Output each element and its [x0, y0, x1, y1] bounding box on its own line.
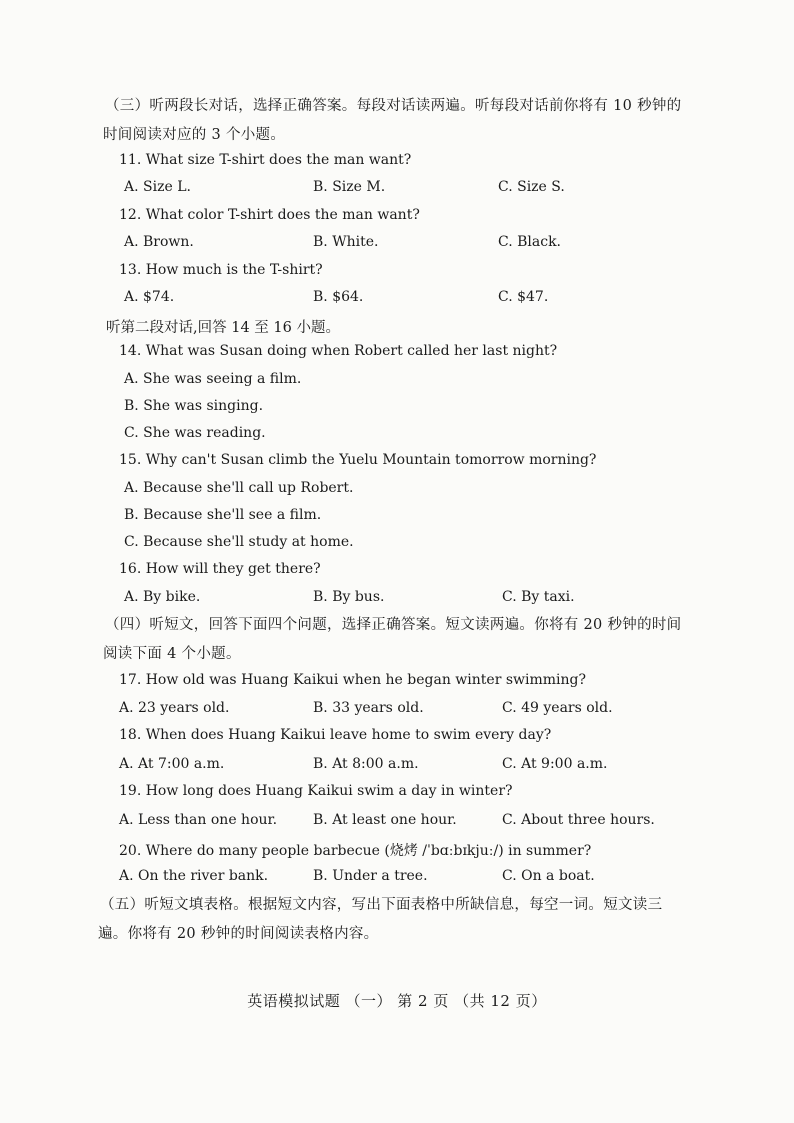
- dialog-2-note: 听第二段对话,回答 14 至 16 小题。: [106, 320, 340, 336]
- question-14-option-b: B. She was singing.: [124, 398, 264, 414]
- option-c: C. Black.: [498, 234, 561, 250]
- question-16: 16. How will they get there?: [119, 561, 321, 577]
- section-4-intro-line-2: 阅读下面 4 个小题。: [103, 646, 241, 662]
- section-5-intro-line-1: （五）听短文填表格。根据短文内容，写出下面表格中所缺信息，每空一词。短文读三: [100, 897, 663, 913]
- option-b: B. Size M.: [313, 179, 386, 195]
- section-3-intro: [105, 92, 705, 150]
- option-c: C. $47.: [498, 289, 549, 305]
- option-c: C. By taxi.: [502, 589, 575, 605]
- page-footer: 英语模拟试题 （一） 第 2 页 （共 12 页）: [247, 992, 547, 1010]
- section-4-intro: [105, 611, 705, 669]
- option-b: B. Under a tree.: [313, 868, 428, 884]
- question-12: 12. What color T-shirt does the man want?: [119, 207, 420, 223]
- question-13: 13. How much is the T-shirt?: [119, 262, 323, 278]
- section-3-intro-line-1: （三）听两段长对话，选择正确答案。每段对话读两遍。听每段对话前你将有 10 秒钟的: [105, 98, 682, 114]
- option-c: C. Size S.: [498, 179, 565, 195]
- question-18-options: [0, 756, 794, 776]
- option-b: B. White.: [313, 234, 379, 250]
- option-c: C. About three hours.: [502, 812, 655, 828]
- question-15-option-c: C. Because she'll study at home.: [124, 534, 354, 550]
- section-5-intro-line-2: 遍。你将有 20 秒钟的时间阅读表格内容。: [98, 926, 379, 942]
- option-a: A. $74.: [124, 289, 175, 305]
- question-20: 20. Where do many people barbecue (烧烤 /ˈbɑːbɪkjuː/) in summer?: [119, 843, 592, 859]
- option-a: A. Size L.: [124, 179, 191, 195]
- option-c: C. 49 years old.: [502, 700, 613, 716]
- question-18: 18. When does Huang Kaikui leave home to swim every day?: [119, 727, 552, 743]
- option-b: B. By bus.: [313, 589, 385, 605]
- option-c: C. At 9:00 a.m.: [502, 756, 608, 772]
- option-a: A. At 7:00 a.m.: [119, 756, 225, 772]
- option-a: A. By bike.: [124, 589, 201, 605]
- question-19-options: [0, 812, 794, 832]
- question-14-option-c: C. She was reading.: [124, 425, 266, 441]
- section-3-intro-line-2: 时间阅读对应的 3 个小题。: [103, 127, 286, 143]
- option-a: A. 23 years old.: [119, 700, 230, 716]
- question-19: 19. How long does Huang Kaikui swim a day in winter?: [119, 783, 513, 799]
- option-a: A. On the river bank.: [119, 868, 269, 884]
- question-12-options: [0, 234, 794, 254]
- section-4-intro-line-1: （四）听短文，回答下面四个问题，选择正确答案。短文读两遍。你将有 20 秒钟的时间: [105, 617, 682, 633]
- question-17-options: [0, 700, 794, 720]
- question-15-option-b: B. Because she'll see a film.: [124, 507, 322, 523]
- question-11: 11. What size T-shirt does the man want?: [119, 152, 412, 168]
- question-14-option-a: A. She was seeing a film.: [124, 371, 302, 387]
- question-16-options: [0, 589, 794, 609]
- option-b: B. At 8:00 a.m.: [313, 756, 419, 772]
- question-20-options: [0, 868, 794, 888]
- section-5-intro: [100, 891, 700, 949]
- question-13-options: [0, 289, 794, 309]
- option-b: B. $64.: [313, 289, 364, 305]
- option-b: B. At least one hour.: [313, 812, 457, 828]
- question-11-options: [0, 179, 794, 199]
- option-a: A. Brown.: [124, 234, 194, 250]
- option-a: A. Less than one hour.: [119, 812, 278, 828]
- question-14: 14. What was Susan doing when Robert called her last night?: [119, 343, 558, 359]
- option-c: C. On a boat.: [502, 868, 595, 884]
- question-17: 17. How old was Huang Kaikui when he began winter swimming?: [119, 672, 586, 688]
- option-b: B. 33 years old.: [313, 700, 424, 716]
- question-15-option-a: A. Because she'll call up Robert.: [124, 480, 354, 496]
- question-15: 15. Why can't Susan climb the Yuelu Mountain tomorrow morning?: [119, 452, 597, 468]
